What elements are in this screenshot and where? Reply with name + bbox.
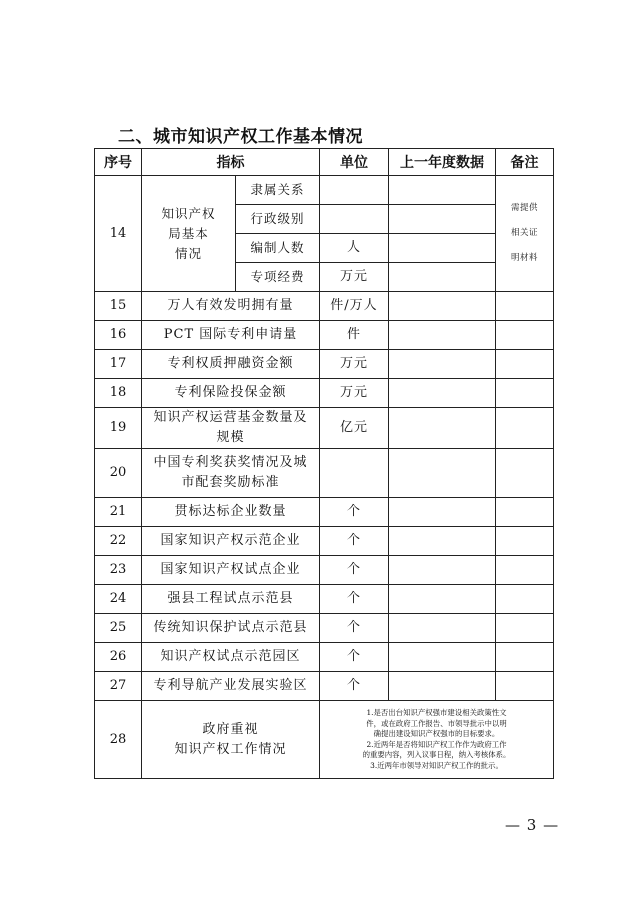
remark-cell <box>496 643 554 672</box>
unit-cell: 个 <box>320 498 389 527</box>
data-cell <box>389 449 496 498</box>
table-row <box>95 585 554 614</box>
remark-cell <box>496 379 554 408</box>
row-number: 27 <box>95 672 142 701</box>
indicator-line: 专利保险投保金额 <box>174 385 287 400</box>
indicator-line: 国家知识产权示范企业 <box>160 533 301 548</box>
row-number: 25 <box>95 614 142 643</box>
unit-cell: 个 <box>320 614 389 643</box>
sub-indicator: 隶属关系 <box>236 176 320 205</box>
data-cell <box>389 556 496 585</box>
row-number: 18 <box>95 379 142 408</box>
row-number: 21 <box>95 498 142 527</box>
table-row <box>95 292 554 321</box>
group-label-line: 情况 <box>174 245 202 261</box>
unit-cell: 件 <box>320 321 389 350</box>
remark-line: 的重要内容，列入议事日程，纳入考核体系。 <box>362 750 511 759</box>
indicator-cell <box>142 614 320 643</box>
table-row <box>95 176 554 205</box>
table-row <box>95 527 554 556</box>
table-row <box>95 350 554 379</box>
indicator-cell <box>142 379 320 408</box>
indicator-cell <box>142 672 320 701</box>
unit-cell: 个 <box>320 585 389 614</box>
row-number: 15 <box>95 292 142 321</box>
indicator-cell <box>142 350 320 379</box>
table-row <box>95 614 554 643</box>
page-number: — 3 — <box>505 816 560 834</box>
unit-cell <box>320 176 389 205</box>
table-row <box>95 408 554 449</box>
table-row <box>95 449 554 498</box>
indicator-cell <box>142 527 320 556</box>
remark-cell <box>496 292 554 321</box>
row-number: 17 <box>95 350 142 379</box>
unit-cell: 万元 <box>320 379 389 408</box>
indicator-cell <box>142 701 320 779</box>
indicator-line: 中国专利奖获奖情况及城 <box>153 455 308 470</box>
indicator-line: 知识产权工作情况 <box>174 741 287 757</box>
unit-cell: 万元 <box>320 350 389 379</box>
unit-cell: 个 <box>320 672 389 701</box>
row-number: 20 <box>95 449 142 498</box>
indicator-line: 国家知识产权试点企业 <box>160 562 301 577</box>
indicator-cell <box>142 321 320 350</box>
section-title: 二、城市知识产权工作基本情况 <box>118 127 363 147</box>
group-label <box>142 176 236 292</box>
indicator-line: 知识产权运营基金数量及 <box>153 410 308 425</box>
remark-cell <box>496 176 554 292</box>
table-row <box>95 672 554 701</box>
sub-indicator: 专项经费 <box>236 263 320 292</box>
indicator-line: 专利权质押融资金额 <box>167 356 294 371</box>
remark-cell <box>496 527 554 556</box>
remark-cell <box>496 449 554 498</box>
unit-cell <box>320 449 389 498</box>
unit-cell: 万元 <box>320 263 389 292</box>
remark-cell <box>496 614 554 643</box>
remark-line: 明材料 <box>510 253 538 263</box>
remark-line: 相关证 <box>510 228 538 238</box>
indicator-cell <box>142 498 320 527</box>
indicator-line: 专利导航产业发展实验区 <box>153 678 308 693</box>
table-row <box>95 321 554 350</box>
data-cell <box>389 527 496 556</box>
table-row <box>95 643 554 672</box>
sub-indicator: 行政级别 <box>236 205 320 234</box>
data-cell <box>389 350 496 379</box>
remark-cell <box>320 701 554 779</box>
remark-line: 确提出建设知识产权强市的目标要求。 <box>373 729 500 738</box>
header-indicator: 指标 <box>142 149 320 176</box>
data-cell <box>389 585 496 614</box>
remark-cell <box>496 350 554 379</box>
table-row <box>95 701 554 779</box>
group-label-line: 知识产权 <box>161 205 216 221</box>
data-cell <box>389 234 496 263</box>
table-row <box>95 556 554 585</box>
remark-cell <box>496 556 554 585</box>
indicator-cell <box>142 408 320 449</box>
row-number: 24 <box>95 585 142 614</box>
unit-cell: 个 <box>320 527 389 556</box>
data-cell <box>389 292 496 321</box>
data-cell <box>389 643 496 672</box>
sub-indicator: 编制人数 <box>236 234 320 263</box>
indicator-line: 万人有效发明拥有量 <box>167 298 294 313</box>
indicator-cell <box>142 556 320 585</box>
indicator-line: 贯标达标企业数量 <box>174 504 287 519</box>
indicator-cell <box>142 449 320 498</box>
row-number: 26 <box>95 643 142 672</box>
data-cell <box>389 672 496 701</box>
row-number: 19 <box>95 408 142 449</box>
unit-cell <box>320 205 389 234</box>
remark-line: 3.近两年市领导对知识产权工作的批示。 <box>370 760 503 770</box>
data-cell <box>389 379 496 408</box>
remark-line: 1.是否出台知识产权强市建设相关政策性文 <box>366 708 507 717</box>
indicator-line: 政府重视 <box>202 721 259 737</box>
unit-cell: 个 <box>320 643 389 672</box>
indicator-line: 规模 <box>216 430 245 445</box>
header-remark: 备注 <box>496 149 554 176</box>
table-row <box>95 379 554 408</box>
indicator-cell <box>142 643 320 672</box>
remark-cell <box>496 321 554 350</box>
group-label-line: 局基本 <box>168 225 209 241</box>
row-number: 23 <box>95 556 142 585</box>
data-cell <box>389 408 496 449</box>
row-number: 22 <box>95 527 142 556</box>
row-number: 28 <box>95 701 142 779</box>
indicator-line: 市配套奖励标准 <box>181 475 280 490</box>
header-unit: 单位 <box>320 149 389 176</box>
row-number: 14 <box>95 176 142 292</box>
indicator-line: 传统知识保护试点示范县 <box>153 620 308 635</box>
header-index: 序号 <box>95 149 142 176</box>
data-cell <box>389 321 496 350</box>
data-cell <box>389 205 496 234</box>
remark-line: 件，或在政府工作报告、市领导批示中以明 <box>366 718 507 728</box>
indicator-line: 知识产权试点示范园区 <box>160 649 301 664</box>
header-row <box>95 149 554 176</box>
table-row <box>95 498 554 527</box>
data-cell <box>389 498 496 527</box>
remark-line: 需提供 <box>510 203 538 213</box>
indicator-cell <box>142 292 320 321</box>
unit-cell: 人 <box>320 234 389 263</box>
remark-line: 2.近两年是否将知识产权工作作为政府工作 <box>366 739 507 749</box>
indicator-line: 强县工程试点示范县 <box>167 591 294 606</box>
row-number: 16 <box>95 321 142 350</box>
data-cell <box>389 176 496 205</box>
data-cell <box>389 263 496 292</box>
remark-cell <box>496 585 554 614</box>
unit-cell: 件/万人 <box>320 292 389 321</box>
remark-cell <box>496 408 554 449</box>
indicator-cell <box>142 585 320 614</box>
unit-cell: 个 <box>320 556 389 585</box>
remark-cell <box>496 498 554 527</box>
unit-cell: 亿元 <box>320 408 389 449</box>
indicator-line: PCT 国际专利申请量 <box>163 327 298 342</box>
remark-cell <box>496 672 554 701</box>
data-cell <box>389 614 496 643</box>
header-last-year-data: 上一年度数据 <box>389 149 496 176</box>
info-table <box>94 148 554 779</box>
